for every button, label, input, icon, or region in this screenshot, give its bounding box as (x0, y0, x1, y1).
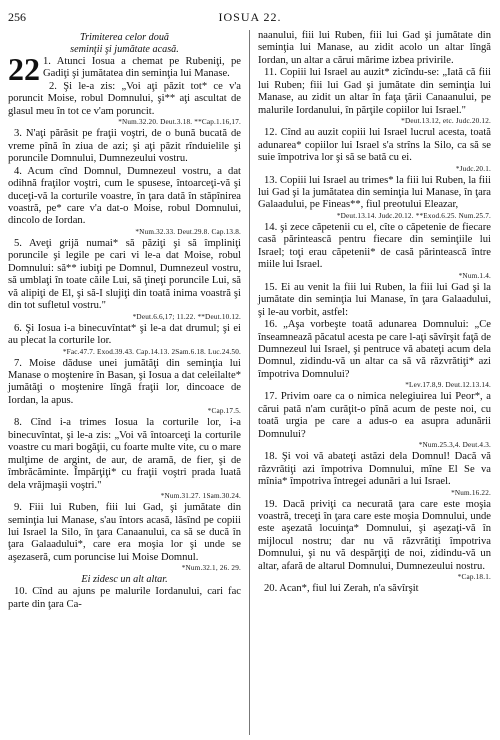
cross-reference: *Lev.17.8,9. Deut.12.13.14. (405, 381, 491, 390)
verse: 8. Cînd i-a trimes Iosua la corturile lor, i-a binecuvîntat, şi le-a zis: „Voi vă întoarceţi la corturile voastre cu mari bogăţii, cu foarte multe vite, cu o mare mulţime de argint, de aur, de aramă, de fier, şi de îmbrăcăminte. Împărţiţi* cu fraţii voştri prada luată dela vrăjmaşii voştri." (8, 417, 241, 491)
page-header (8, 10, 492, 26)
cross-reference: *Deut.6.6,17; 11.22. **Deut.10.12. (132, 312, 241, 321)
section-heading: seminţii şi jumătate acasă. (70, 44, 179, 55)
left-column (8, 30, 241, 611)
verse: 13. Copiii lui Israel au trimes* la fiii lui Ruben, la fiii lui Gad şi la jumătatea din seminţia lui Manase, în ţara Galaadului, pe Fineas**, fiul preotului Eleazar, (258, 174, 491, 211)
verse: 11. Copiii lui Israel au auzit* zicîndu-se: „Iată că fiii lui Ruben; fiii lui Gad şi jumătate din seminţia lui Manase, au zidit un altar în faţa ţării Canaanului, pe malurile Iordanului, în părţile copiilor lui Israel." (258, 67, 491, 116)
verse: 20. Acan*, fiul lui Zerah, n'a săvîrşit (264, 583, 419, 595)
verse: 5. Aveţi grijă numai* să păziţi şi să împliniţi poruncile şi legile pe cari vi le-a dat Moise, robul Domnului: să** iubiţi pe Domnul, Dumnezeul vostru, să umblaţi în toate căile Lui, să ţineţi poruncile Lui, să vă alipiţi de El, şi să-I slujiţi din toată inima voastră şi din tot sufletul vostru." (8, 237, 241, 312)
right-column (258, 30, 491, 596)
cross-reference: *Num.32.1, 26. 29. (181, 564, 241, 573)
verse: 14. şi zece căpetenii cu el, cîte o căpetenie de fiecare casă părintească pentru fiecare din seminţiile lui Israel; toţi erau căpetenii* de casă părintească între miile lui Israel. (258, 221, 491, 271)
verse: 16. „Aşa vorbeşte toată adunarea Domnului: „Ce înseamnează păcatul acesta pe care l-aţi săvîrşit faţă de Dumnezeul lui Israel, şi pentruce vă abateţi acum dela Domnul, zidindu-vă un altar ca să vă răzvrătiţi* azi împotriva Domnului? (258, 319, 491, 380)
cross-reference: *Num.31.27. 1Sam.30.24. (160, 492, 241, 501)
verse: 17. Privim oare ca o nimica nelegiuirea lui Peor*, a cărui pată n'am curăţit-o pînă acum de peste noi, cu toată urgia pe care a adus-o ea asupra adunării Domnului? (258, 391, 491, 440)
cross-reference: *Num.25.3,4. Deut.4.3. (418, 441, 491, 450)
verse: 18. Şi voi vă abateţi astăzi dela Domnul! Dacă vă răzvrătiţi azi împotriva Domnului, mîne El Se va mînia* împotriva întregei adunări a lui Israel. (258, 451, 491, 488)
verse: 10. Cînd au ajuns pe malurile Iordanului, cari fac parte din ţara Ca- (8, 586, 241, 610)
verse-continuation: naanului, fiii lui Ruben, fiii lui Gad şi jumătate din seminţia lui Manase, au zidit acolo un altar lîngă Iordan, un altar a cărui mărime izbea privirile. (258, 30, 491, 66)
column-divider (249, 30, 250, 735)
verse: 3. N'aţi părăsit pe fraţii voştri, de o bună bucată de vreme pînă în ziua de azi; şi aţi păzit rînduielile şi poruncile Domnului, Dumnezeului vostru. (8, 128, 241, 165)
verse: 2. Şi le-a zis: „Voi aţi păzit tot* ce v'a poruncit Moise, robul Domnului, şi** aţi ascultat de glasul meu în tot ce v'am poruncit. (8, 80, 241, 117)
cross-reference: *Deut.13.12, etc. Judc.20.12. (401, 117, 491, 126)
verse: 15. Ei au venit la fiii lui Ruben, la fiii lui Gad şi la jumătate din seminţia lui Manase, în ţara Galaadului, şi le-au vorbit, astfel: (258, 281, 491, 318)
chapter-number: 22 (8, 51, 40, 87)
cross-reference: *Num.1.4. (458, 271, 491, 280)
cross-reference: *Judc.20.1. (455, 164, 491, 173)
cross-reference: *Num.32.20. Deut.3.18. **Cap.1.16,17. (118, 118, 241, 127)
cross-reference: *Cap.18.1. (457, 573, 491, 582)
cross-reference: *Fac.47.7. Exod.39.43. Cap.14.13. 2Sam.6.18. Luc.24.50. (62, 347, 241, 356)
section-heading: Trimiterea celor două (79, 32, 170, 43)
cross-reference: *Deut.13.14. Judc.20.12. **Exod.6.25. Num.25.7. (336, 211, 491, 220)
verse: 7. Moise dăduse unei jumătăţi din seminţia lui Manase o moştenire în Basan, şi Iosua a dat celeilalte* jumătăţi o moştenire lîngă fraţii lor, dincoace de Iordan, la apus. (8, 357, 241, 406)
verse: 12. Cînd au auzit copiii lui Israel lucrul acesta, toată adunarea* copiilor lui Israel s'a strîns la Silo, ca să se suie împotriva lor şi să se bată cu ei. (258, 127, 491, 164)
cross-reference: *Num.16.22. (451, 488, 491, 497)
verse: 9. Fiii lui Ruben, fiii lui Gad, şi jumătate din seminţia lui Manase, s'au întors acasă, lăsînd pe copiii lui Israel la Silo, în ţara Canaanului, ca să se ducă în ţara Galaadului*, care era moşia lor şi unde se aşezaseră, cum poruncise lui Moise Domnul. (8, 502, 241, 563)
verse: 19. Dacă priviţi ca necurată ţara care este moşia voastră, treceţi în ţara care este moşia Domnului, unde este aşezată locuinţa* Domnului, şi aşezaţi-vă în mijlocul nostru; dar nu vă răzvrătiţi împotriva Domnului, şi nu vă despărţiţi de noi, zidindu-vă un altar, afară de altarul Domnului, Dumnezeului nostru. (258, 498, 491, 572)
cross-reference: *Num.32.33. Deut.29.8. Cap.13.8. (135, 227, 241, 236)
verse: 4. Acum cînd Domnul, Dumnezeul vostru, a dat odihnă fraţilor voştri, cum le spusese, întoarceţi-vă şi duceţi-vă la corturile voastre, în ţara dată în stăpînirea voastră, pe* care v'a dat-o Moise, robul Domnului, dincolo de Iordan. (8, 165, 241, 227)
section-heading: Ei zidesc un alt altar. (81, 574, 168, 586)
chapter-opening-verse: 22 1. Atunci Iosua a chemat pe Rubeniţi, pe Gadiţi şi jumătatea din seminţia lui Manase. (8, 51, 241, 87)
verse: 6. Şi Iosua i-a binecuvîntat* şi le-a dat drumul; şi ei au plecat la corturile lor. (8, 322, 241, 347)
cross-reference: *Cap.17.5. (207, 407, 241, 416)
page-number: 256 (8, 10, 26, 24)
running-title: IOSUA 22. (218, 10, 282, 24)
